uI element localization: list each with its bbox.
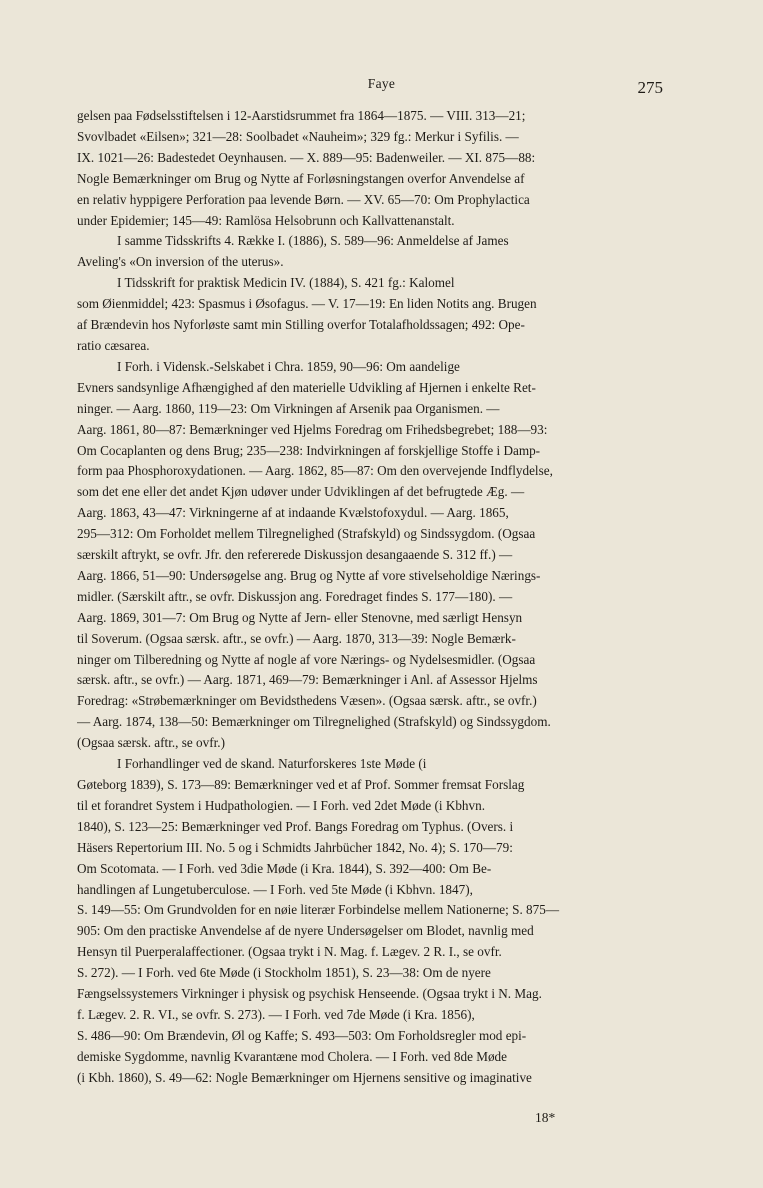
text-line: særskilt aftrykt, se ovfr. Jfr. den refererede Diskussjon desangaaende S. 312 ff.) — [77,547,513,563]
text-line: I samme Tidsskrifts 4. Række I. (1886), S. 589—96: Anmeldelse af James [117,233,509,249]
text-line: Aarg. 1866, 51—90: Undersøgelse ang. Brug og Nytte af vore stivelseholdige Nærings- [77,567,541,583]
text-line: Aarg. 1861, 80—87: Bemærkninger ved Hjelms Foredrag om Frihedsbegrebet; 188—93: [77,421,548,437]
text-line: Fængselssystemers Virkninger i physisk og psychisk Henseende. (Ogsaa trykt i N. Mag. [77,986,542,1002]
text-line: 1840), S. 123—25: Bemærkninger ved Prof. Bangs Foredrag om Typhus. (Overs. i [77,818,514,834]
text-line: særsk. aftr., se ovfr.) — Aarg. 1871, 469—79: Bemærkninger i Anl. af Assessor Hjelms [77,672,538,688]
text-line: ninger om Tilberedning og Nytte af nogle af vore Nærings- og Nydelsesmidler. (Ogsaa [77,651,536,667]
text-line: midler. (Særskilt aftr., se ovfr. Diskussjon ang. Foredraget findes S. 177—180). — [77,588,513,604]
text-line: Aarg. 1869, 301—7: Om Brug og Nytte af Jern- eller Stenovne, med særligt Hensyn [77,609,523,625]
text-line: Nogle Bemærkninger om Brug og Nytte af Forløsningstangen overfor Anvendelse af [77,170,525,186]
text-line: som Øienmiddel; 423: Spasmus i Øsofagus. — V. 17—19: En liden Notits ang. Brugen [77,296,537,312]
text-line: til et forandret System i Hudpathologien. — I Forh. ved 2det Møde (i Kbhvn. [77,797,486,813]
text-line: S. 486—90: Om Brændevin, Øl og Kaffe; S. 493—503: Om Forholdsregler mod epi- [77,1027,527,1043]
page-number: 275 [637,78,663,97]
text-line: (Ogsaa særsk. aftr., se ovfr.) [77,735,225,751]
text-line: Aarg. 1863, 43—47: Virkningerne af at indaande Kvælstofoxydul. — Aarg. 1865, [77,505,509,521]
text-line: 905: Om den practiske Anvendelse af de nyere Undersøgelser om Blodet, navnlig med [77,923,534,939]
text-line: Om Cocaplanten og dens Brug; 235—238: Indvirkningen af forskjellige Stoffe i Damp- [77,442,541,458]
paragraph [77,273,645,357]
text-line: Gøteborg 1839), S. 173—89: Bemærkninger ved et af Prof. Sommer fremsat Forslag [77,777,525,792]
text-line: ninger. — Aarg. 1860, 119—23: Om Virkningen af Arsenik paa Organismen. — [77,400,500,416]
text-line: I Forhandlinger ved de skand. Naturforskeres 1ste Møde (i [117,756,427,772]
text-line: I Tidsskrift for praktisk Medicin IV. (1884), S. 421 fg.: Kalomel [117,275,455,291]
text-line: Svovlbadet «Eilsen»; 321—28: Soolbadet «Nauheim»; 329 fg.: Merkur i Syfilis. — [77,128,519,144]
text-line: S. 149—55: Om Grundvolden for en nøie literær Forbindelse mellem Nationerne; S. 875— [77,902,560,918]
paragraph [77,106,645,231]
text-line: Häsers Repertorium III. No. 5 og i Schmidts Jahrbücher 1842, No. 4); S. 170—79: [77,839,513,855]
text-line: Aveling's «On inversion of the uterus». [77,254,284,270]
text-line: Foredrag: «Strøbemærkninger om Bevidsthedens Væsen». (Ogsaa særsk. aftr., se ovfr.) [77,693,537,709]
running-header-author: Faye [367,76,396,91]
text-line: Om Scotomata. — I Forh. ved 3die Møde (i Kra. 1844), S. 392—400: Om Be- [77,860,492,876]
text-line: I Forh. i Vidensk.-Selskabet i Chra. 1859, 90—96: Om aandelige [117,358,460,374]
text-line: som det ene eller det andet Kjøn udøver under Udviklingen af det befrugtede Æg. — [77,484,525,500]
text-line: S. 272). — I Forh. ved 6te Møde (i Stockholm 1851), S. 23—38: Om de nyere [77,965,491,981]
text-line: af Brændevin hos Nyforløste samt min Stilling overfor Totalafholdssagen; 492: Ope- [77,317,525,333]
paragraph [77,357,645,754]
text-line: — Aarg. 1874, 138—50: Bemærkninger om Tilregnelighed (Strafskyld) og Sindssygdom. [77,714,551,730]
text-line: f. Lægev. 2. R. VI., se ovfr. S. 273). — I Forh. ved 7de Møde (i Kra. 1856), [77,1006,475,1022]
text-line: 295—312: Om Forholdet mellem Tilregnelighed (Strafskyld) og Sindssygdom. (Ogsaa [77,526,536,542]
signature-mark: 18* [535,1110,556,1125]
text-line: ratio cæsarea. [77,337,150,353]
paragraph [77,754,645,1089]
text-line: handlingen af Lungetuberculose. — I Forh. ved 5te Møde (i Kbhvn. 1847), [77,881,473,897]
text-line: IX. 1021—26: Badestedet Oeynhausen. — X. 889—95: Badenweiler. — XI. 875—88: [77,149,536,165]
text-line: demiske Sygdomme, navnlig Kvarantæne mod Cholera. — I Forh. ved 8de Møde [77,1048,507,1064]
text-line: gelsen paa Fødselsstiftelsen i 12-Aarstidsrummet fra 1864—1875. — VIII. 313—21; [77,108,526,123]
text-line: under Epidemier; 145—49: Ramlösa Helsobrunn och Kallvattenanstalt. [77,212,455,228]
text-line: Hensyn til Puerperalaffectioner. (Ogsaa trykt i N. Mag. f. Lægev. 2 R. I., se ovfr. [77,944,502,960]
paragraph [77,231,645,273]
text-line: (i Kbh. 1860), S. 49—62: Nogle Bemærkninger om Hjernens sensitive og imaginative [77,1069,532,1085]
page-body [77,106,645,1089]
text-line: Evners sandsynlige Afhængighed af den materielle Udvikling af Hjernen i enkelte Ret- [77,379,536,395]
text-line: form paa Phosphoroxydationen. — Aarg. 1862, 85—87: Om den overvejende Indflydelse, [77,463,553,479]
text-line: til Soverum. (Ogsaa særsk. aftr., se ovfr.) — Aarg. 1870, 313—39: Nogle Bemærk- [77,630,516,646]
text-line: en relativ hyppigere Perforation paa levende Børn. — XV. 65—70: Om Prophylactica [77,191,530,207]
